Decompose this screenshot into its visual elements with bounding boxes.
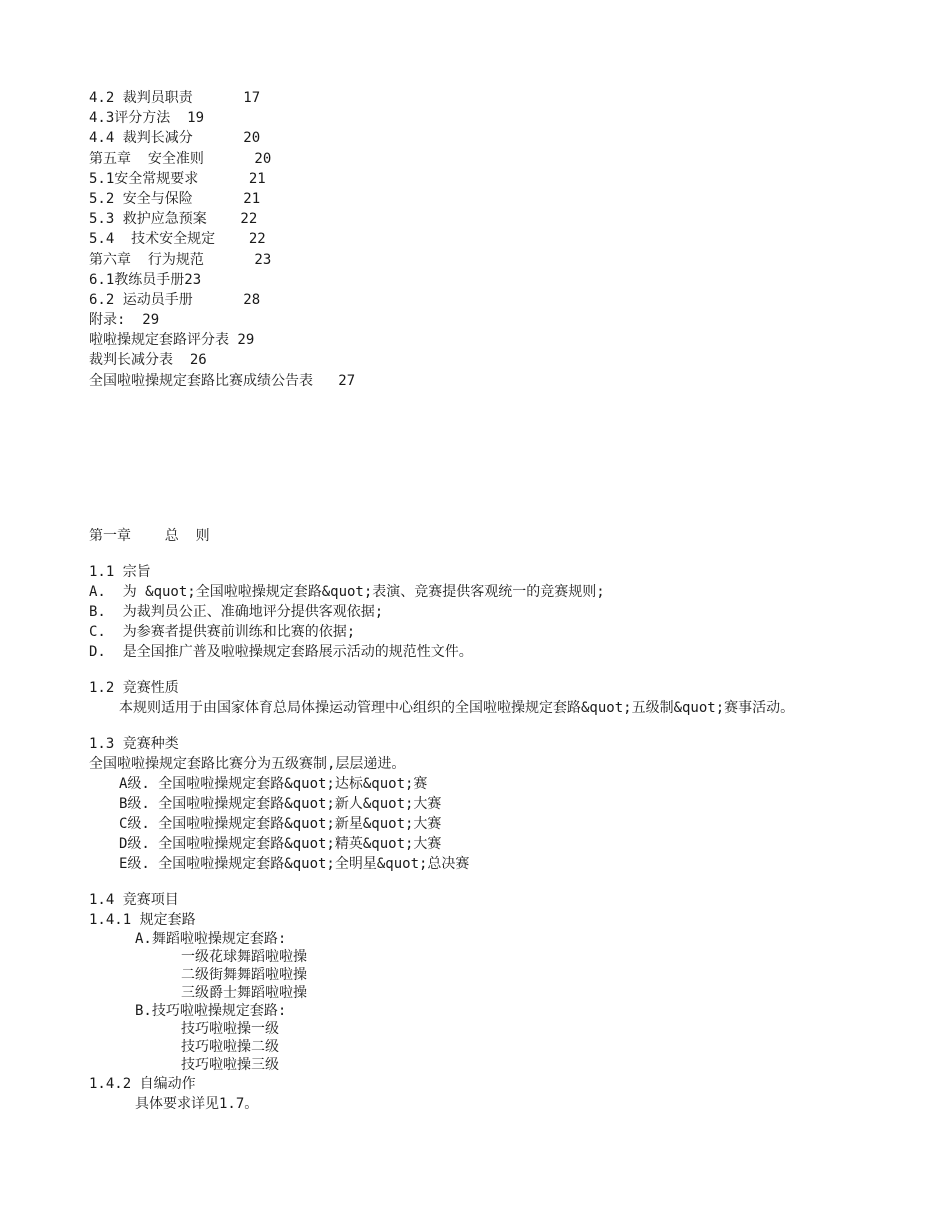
- list-item: B级. 全国啦啦操规定套路&quot;新人&quot;大赛: [119, 795, 442, 812]
- table-of-contents: [89, 88, 910, 391]
- list-item: D. 是全国推广普及啦啦操规定套路展示活动的规范性文件。: [89, 643, 473, 660]
- subsection-heading: 1.4.1 规定套路: [89, 911, 196, 928]
- toc-entry: 啦啦操规定套路评分表 29: [89, 332, 255, 349]
- toc-entry: 4.2 裁判员职责 17: [89, 90, 261, 106]
- paragraph: 具体要求详见1.7。: [135, 1095, 259, 1112]
- toc-entry: 5.1安全常规要求 21: [89, 170, 266, 187]
- group-heading: A.舞蹈啦啦操规定套路:: [135, 930, 287, 947]
- list-item: 技巧啦啦操一级: [181, 1020, 279, 1037]
- section-1-1: [89, 562, 910, 662]
- toc-entry: 5.2 安全与保险 21: [89, 190, 261, 207]
- list-item: 技巧啦啦操三级: [181, 1056, 279, 1073]
- list-item: A. 为 &quot;全国啦啦操规定套路&quot;表演、竞赛提供客观统一的竞赛规则;: [89, 583, 605, 600]
- section-1-3: [89, 734, 910, 874]
- section-heading: 1.1 宗旨: [89, 563, 151, 580]
- list-item: 三级爵士舞蹈啦啦操: [181, 984, 307, 1001]
- toc-entry: 6.2 运动员手册 28: [89, 291, 261, 308]
- list-item: B. 为裁判员公正、准确地评分提供客观依据;: [89, 603, 384, 620]
- paragraph: 全国啦啦操规定套路比赛分为五级赛制,层层递进。: [89, 755, 406, 772]
- section-1-2: [89, 678, 910, 718]
- list-item: C级. 全国啦啦操规定套路&quot;新星&quot;大赛: [119, 815, 442, 832]
- toc-entry: 全国啦啦操规定套路比赛成绩公告表 27: [89, 372, 356, 389]
- list-item: 技巧啦啦操二级: [181, 1038, 279, 1055]
- section-heading: 1.3 竞赛种类: [89, 735, 179, 752]
- subsection-heading: 1.4.2 自编动作: [89, 1075, 196, 1092]
- section-1-4: [89, 890, 910, 1114]
- list-item: 二级街舞舞蹈啦啦操: [181, 966, 307, 983]
- toc-entry: 第六章 行为规范 23: [89, 251, 272, 268]
- toc-entry: 4.4 裁判长减分 20: [89, 130, 261, 147]
- list-item: D级. 全国啦啦操规定套路&quot;精英&quot;大赛: [119, 835, 442, 852]
- list-item: C. 为参赛者提供赛前训练和比赛的依据;: [89, 623, 356, 640]
- toc-entry: 附录: 29: [89, 312, 160, 329]
- toc-entry: 第五章 安全准则 20: [89, 150, 272, 167]
- list-item: E级. 全国啦啦操规定套路&quot;全明星&quot;总决赛: [119, 855, 470, 872]
- toc-entry: 5.3 救护应急预案 22: [89, 211, 258, 228]
- list-item: A级. 全国啦啦操规定套路&quot;达标&quot;赛: [119, 775, 428, 792]
- chapter-title: 第一章 总 则: [89, 527, 210, 544]
- toc-entry: 5.4 技术安全规定 22: [89, 231, 266, 248]
- toc-entry: 裁判长减分表 26: [89, 352, 207, 369]
- document-page: [89, 88, 910, 1114]
- group-heading: B.技巧啦啦操规定套路:: [135, 1002, 287, 1019]
- paragraph: 本规则适用于由国家体育总局体操运动管理中心组织的全国啦啦操规定套路&quot;五级制&quot;赛事活动。: [119, 699, 795, 716]
- list-item: 一级花球舞蹈啦啦操: [181, 948, 307, 965]
- section-heading: 1.2 竞赛性质: [89, 679, 179, 696]
- toc-entry: 6.1教练员手册23: [89, 271, 202, 288]
- section-heading: 1.4 竞赛项目: [89, 891, 179, 908]
- toc-entry: 4.3评分方法 19: [89, 110, 205, 127]
